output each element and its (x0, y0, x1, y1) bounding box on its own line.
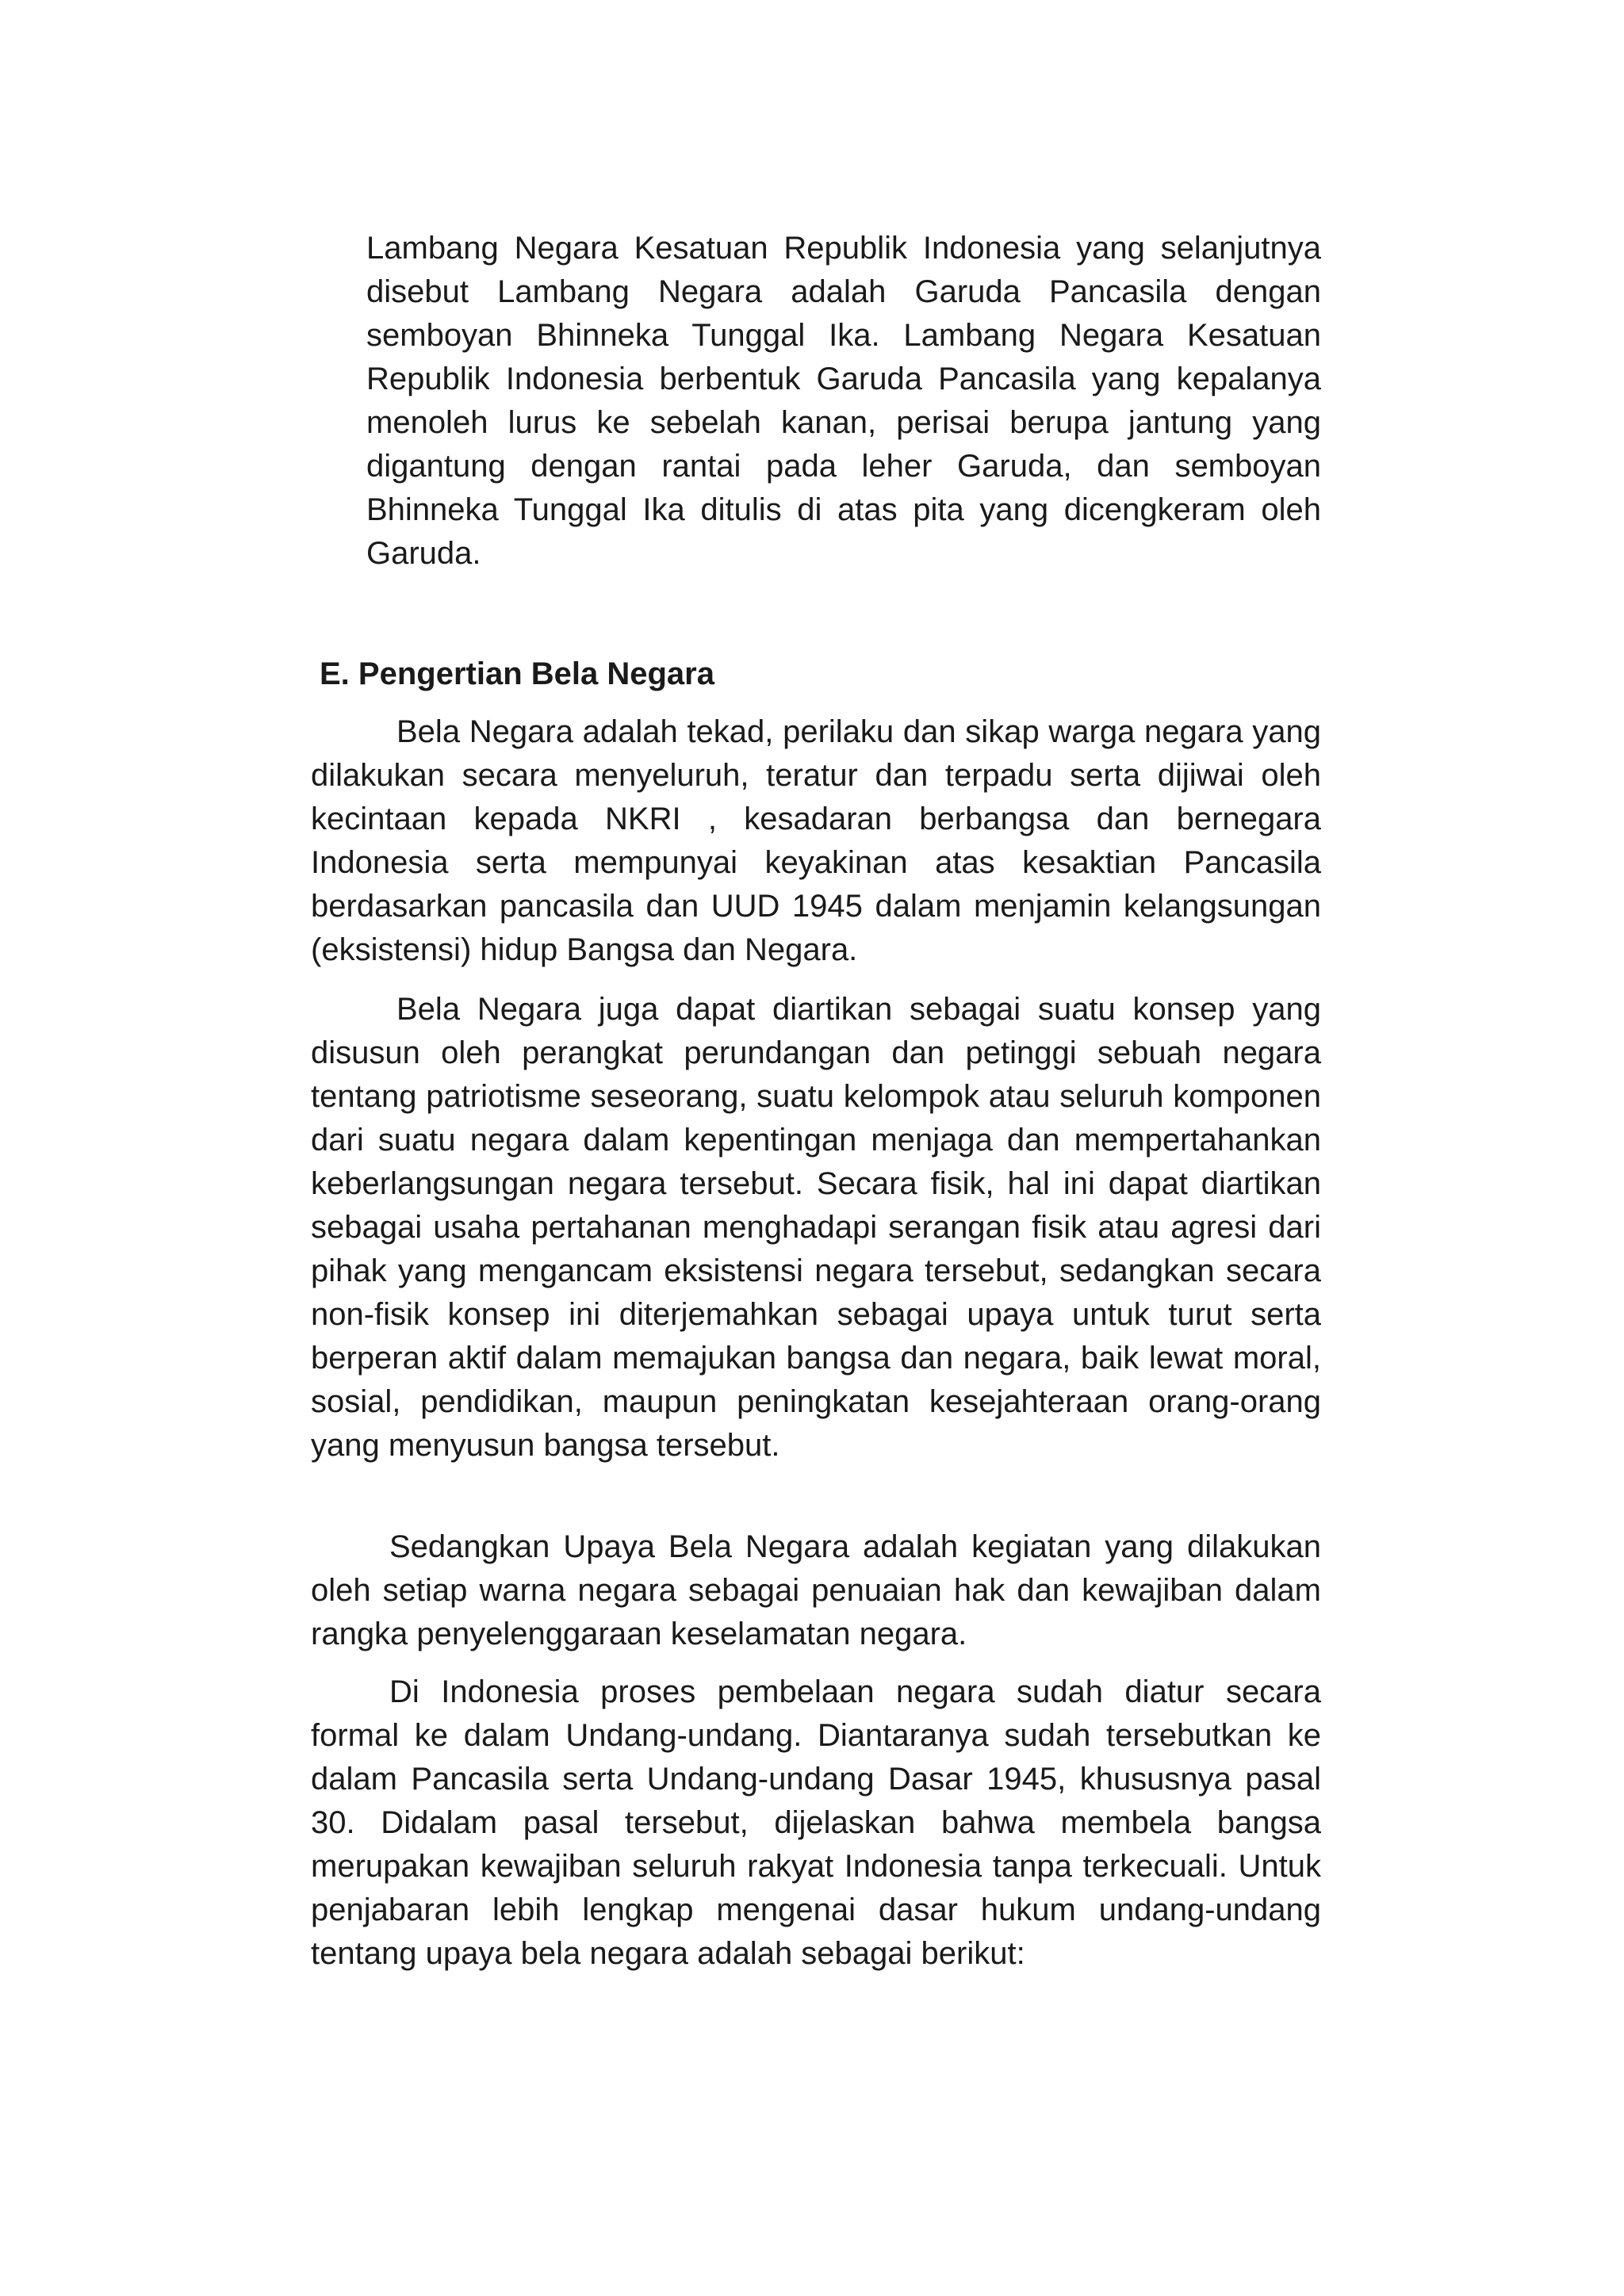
body-paragraph: Bela Negara adalah tekad, perilaku dan sikap warga negara yang dilakukan secara menyeluruh, teratur dan terpadu serta dijiwai oleh kecintaan kepada NKRI , kesadaran berbangsa dan bernegara Indonesia serta mempunyai keyakinan atas kesaktian Pancasila berdasarkan pancasila dan UUD 1945 dalam menjamin kelangsungan (eksistensi) hidup Bangsa dan Negara. (311, 714, 1321, 967)
body-paragraph: Di Indonesia proses pembelaan negara sudah diatur secara formal ke dalam Undang-undang. Diantaranya sudah tersebutkan ke dalam Pancasila serta Undang-undang Dasar 1945, khususnya pasal 30. Didalam pasal tersebut, dijelaskan bahwa membela bangsa merupakan kewajiban seluruh rakyat Indonesia tanpa terkecuali. Untuk penjabaran lebih lengkap mengenai dasar hukum undang-undang tentang upaya bela negara adalah sebagai berikut: (311, 1674, 1321, 1971)
body-paragraph: Sedangkan Upaya Bela Negara adalah kegiatan yang dilakukan oleh setiap warna negara sebagai penuaian hak dan kewajiban dalam rangka penyelenggaraan keselamatan negara. (311, 1529, 1321, 1651)
body-paragraph: Bela Negara juga dapat diartikan sebagai suatu konsep yang disusun oleh perangkat perundangan dan petinggi sebuah negara tentang patriotisme seseorang, suatu kelompok atau seluruh komponen dari suatu negara dalam kepentingan menjaga dan mempertahankan keberlangsungan negara tersebut. Secara fisik, hal ini dapat diartikan sebagai usaha pertahanan menghadapi serangan fisik atau agresi dari pihak yang mengancam eksistensi negara tersebut, sedangkan secara non-fisik konsep ini diterjemahkan sebagai upaya untuk turut serta berperan aktif dalam memajukan bangsa dan negara, baik lewat moral, sosial, pendidikan, maupun peningkatan kesejahteraan orang-orang yang menyusun bangsa tersebut. (311, 992, 1321, 1463)
intro-paragraph: Lambang Negara Kesatuan Republik Indonesia yang selanjutnya disebut Lambang Negara adalah Garuda Pancasila dengan semboyan Bhinneka Tunggal Ika. Lambang Negara Kesatuan Republik Indonesia berbentuk Garuda Pancasila yang kepalanya menoleh lurus ke sebelah kanan, perisai berupa jantung yang digantung dengan rantai pada leher Garuda, dan semboyan Bhinneka Tunggal Ika ditulis di atas pita yang dicengkeram oleh Garuda. (366, 231, 1321, 571)
section-heading: E. Pengertian Bela Negara (320, 656, 714, 691)
